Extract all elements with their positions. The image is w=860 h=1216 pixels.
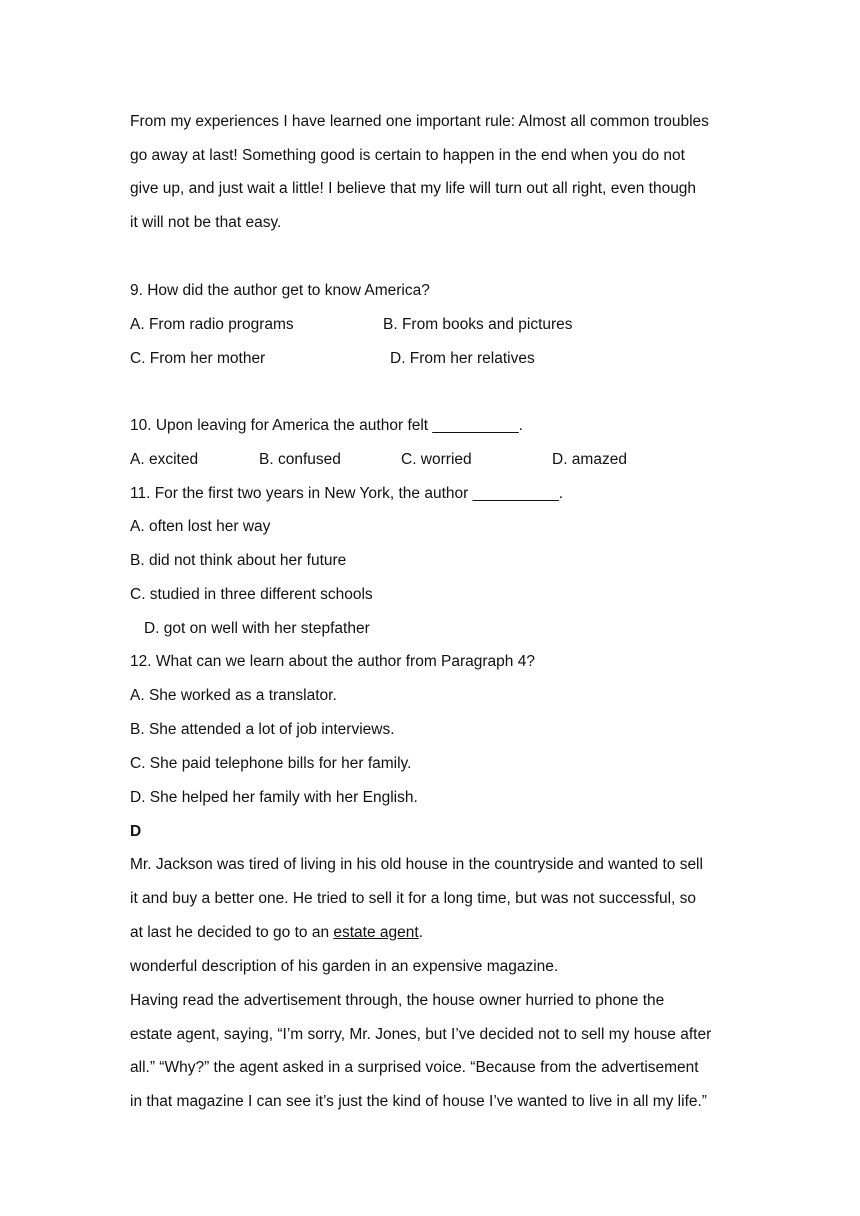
q10-option-b: B. confused: [259, 451, 341, 468]
q11-option-d: D. got on well with her stepfather: [144, 620, 370, 637]
section-d-p2-line-1: wonderful description of his garden in an expensive magazine.: [130, 958, 559, 975]
section-d-p1-line-3-post: .: [418, 924, 424, 941]
section-d-p1-line-1: Mr. Jackson was tired of living in his old house in the countryside and wanted to sell: [130, 856, 703, 873]
q11-option-b: B. did not think about her future: [130, 552, 347, 569]
intro-line-4: it will not be that easy.: [130, 214, 282, 231]
q12-option-c: C. She paid telephone bills for her family.: [130, 755, 412, 772]
q9-stem: 9. How did the author get to know America?: [130, 282, 430, 299]
q10-option-c: C. worried: [401, 451, 472, 468]
q9-option-a: A. From radio programs: [130, 316, 294, 333]
q12-option-d: D. She helped her family with her English.: [130, 789, 418, 806]
q10-option-a: A. excited: [130, 451, 199, 468]
intro-line-1: From my experiences I have learned one important rule: Almost all common troubles: [130, 113, 709, 130]
q11-option-a: A. often lost her way: [130, 518, 271, 535]
section-d-p3-line-4: in that magazine I can see it’s just the kind of house I’ve wanted to live in all my life.”: [130, 1093, 707, 1110]
section-d-p1-line-2: it and buy a better one. He tried to sell it for a long time, but was not successful, so: [130, 890, 697, 907]
section-d-p1-line-3-pre: at last he decided to go to an: [130, 924, 334, 941]
document-page: [130, 0, 740, 1216]
q10-stem: 10. Upon leaving for America the author felt __________.: [130, 417, 523, 434]
estate-agent-underlined-term: estate agent: [333, 924, 419, 941]
q9-option-d: D. From her relatives: [390, 350, 535, 367]
q9-option-c: C. From her mother: [130, 350, 266, 367]
q11-stem: 11. For the first two years in New York, the author __________.: [130, 485, 564, 502]
intro-line-2: go away at last! Something good is certain to happen in the end when you do not: [130, 147, 685, 164]
q9-option-b: B. From books and pictures: [383, 316, 573, 333]
section-d-p3-line-2: estate agent, saying, “I’m sorry, Mr. Jones, but I’ve decided not to sell my house after: [130, 1026, 712, 1043]
q12-stem: 12. What can we learn about the author from Paragraph 4?: [130, 653, 535, 670]
q10-option-d: D. amazed: [552, 451, 627, 468]
section-d-p1-line-3: [130, 923, 423, 943]
section-d-heading: D: [130, 823, 142, 840]
q11-option-c: C. studied in three different schools: [130, 586, 373, 603]
section-d-p3-line-3: all.” “Why?” the agent asked in a surprised voice. “Because from the advertisement: [130, 1059, 699, 1076]
intro-line-3: give up, and just wait a little! I believe that my life will turn out all right, even though: [130, 180, 697, 197]
q12-option-b: B. She attended a lot of job interviews.: [130, 721, 395, 738]
section-d-p3-line-1: Having read the advertisement through, the house owner hurried to phone the: [130, 992, 665, 1009]
q12-option-a: A. She worked as a translator.: [130, 687, 337, 704]
